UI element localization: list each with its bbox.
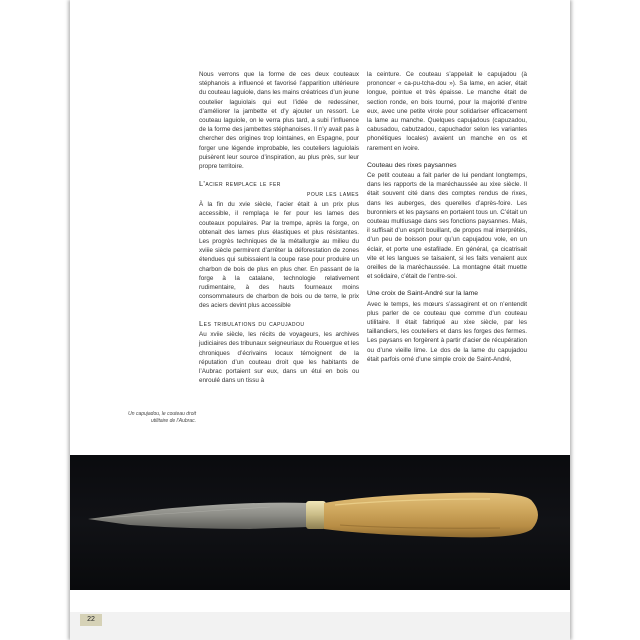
knife-photo: [70, 455, 570, 590]
paragraph: Ce petit couteau a fait parler de lui pendant longtemps, dans les rapports de la maréchaussée au xixe siècle. Il était souvent cité dans des comptes rendus de rixes, dans les auberges, des querelles d’après-foire. Les buronniers et les paysans en portaient tous un. C’était un couteau multiusage dans ses fonctions paysannes. Mais, il suffisait d’un esprit bouillant, de propos mal interprétés, d’un peu de boisson pour qu’un capujadou vole, en un éclair, et porte une estafilade. En général, ça cicatrisait vite et les langues se taisaient, si les faits venaient aux oreilles de la maréchaussée. La montagne était muette et solidaire, c’était de l’entre-soi.: [367, 172, 527, 281]
book-page: [70, 0, 570, 640]
text-column-right: [367, 70, 527, 364]
heading-line: L’acier remplace le fer: [199, 179, 281, 189]
section-heading-acier: [199, 179, 359, 198]
paragraph: Nous verrons que la forme de ces deux couteaux stéphanois a influencé et favorisé l’apparition ultérieure du couteau laguiole, dans les mains créatrices d’un jeune coutelier laguiolais qui eut l’idée de redessiner, d’améliorer la jambette et d’y ajouter un ressort. Le couteau laguiole, on le verra plus tard, a subi l’influence de la forme des jambettes stéphanoises. Il n’y avait pas à chercher des origines trop lointaines, en Espagne, pour forger une légende improbable, les couteliers laguiolais puisèrent leur source d’inspiration, au plus près, sur leur propre territoire.: [199, 71, 359, 171]
footer-band: [70, 612, 570, 640]
photo-caption: Un capujadou, le couteau droit utilitaire de l’Aubrac.: [128, 411, 196, 424]
paragraph: À la fin du xvie siècle, l’acier était à un prix plus accessible, il remplaça le fer pour les lames des couteaux populaires. Par la trempe, après la forge, on obtenait des lames plus élastiques et plus résistantes. Les progrès techniques de la métallurgie au milieu du xviiie siècle permirent d’arrêter la déforestation de zones étendues qui subissaient la coupe rase pour produire un charbon de bois de plus en plus cher. En passant de la forge à la catalane, technologie relativement rudimentaire, à des hauts fourneaux moins consommateurs de charbon de bois ou de terre, le prix des aciers devint plus accessible: [199, 201, 359, 310]
knife-ferrule: [306, 501, 326, 529]
subheading-croix: Une croix de Saint-André sur la lame: [367, 290, 479, 298]
heading-line: pour les lames: [307, 188, 359, 198]
knife-blade: [88, 503, 308, 529]
text-column-left: [199, 70, 359, 385]
section-heading-tribulations: Les tribulations du capujadou: [199, 318, 305, 328]
capujadou-knife-illustration: [70, 455, 570, 590]
paragraph: la ceinture. Ce couteau s’appelait le capujadou (à prononcer « ca-pu-tcha-dou »). Sa lame, en acier, était longue, pointue et très épaisse. Le manche était de section ronde, en bois tourné, pour la majorité d’entre eux, avec une petite virole pour solidariser efficacement la lame au manche. Quelques capujadous (capuzadou, cabusadou, cabutzadou, capuchador selon les variantes phonétiques locales) avaient un manche en os et rarement en ivoire.: [367, 71, 527, 152]
page-number: 22: [80, 614, 102, 626]
subheading-rixes: Couteau des rixes paysannes: [367, 161, 457, 169]
paragraph: Au xviie siècle, les récits de voyageurs, les archives judiciaires des tribunaux seigneuriaux du Rouergue et les chroniques d’écrivains locaux témoignent de la réputation d’un couteau droit que les habitants de l’Aubrac portaient sur eux, dans un étui en bois ou enroulé dans un tissu à: [199, 331, 359, 385]
paragraph: Avec le temps, les mœurs s’assagirent et on n’entendit plus parler de ce couteau que comme d’un couteau utilitaire. Il était fabriqué au xixe siècle, par les taillandiers, les couteliers et dans les forges des fermes. Les paysans en forgèrent à partir d’acier de récupération ou d’une vieille lime. Le dos de la lame du capujadou était parfois orné d’une simple croix de Saint-André,: [367, 300, 527, 363]
